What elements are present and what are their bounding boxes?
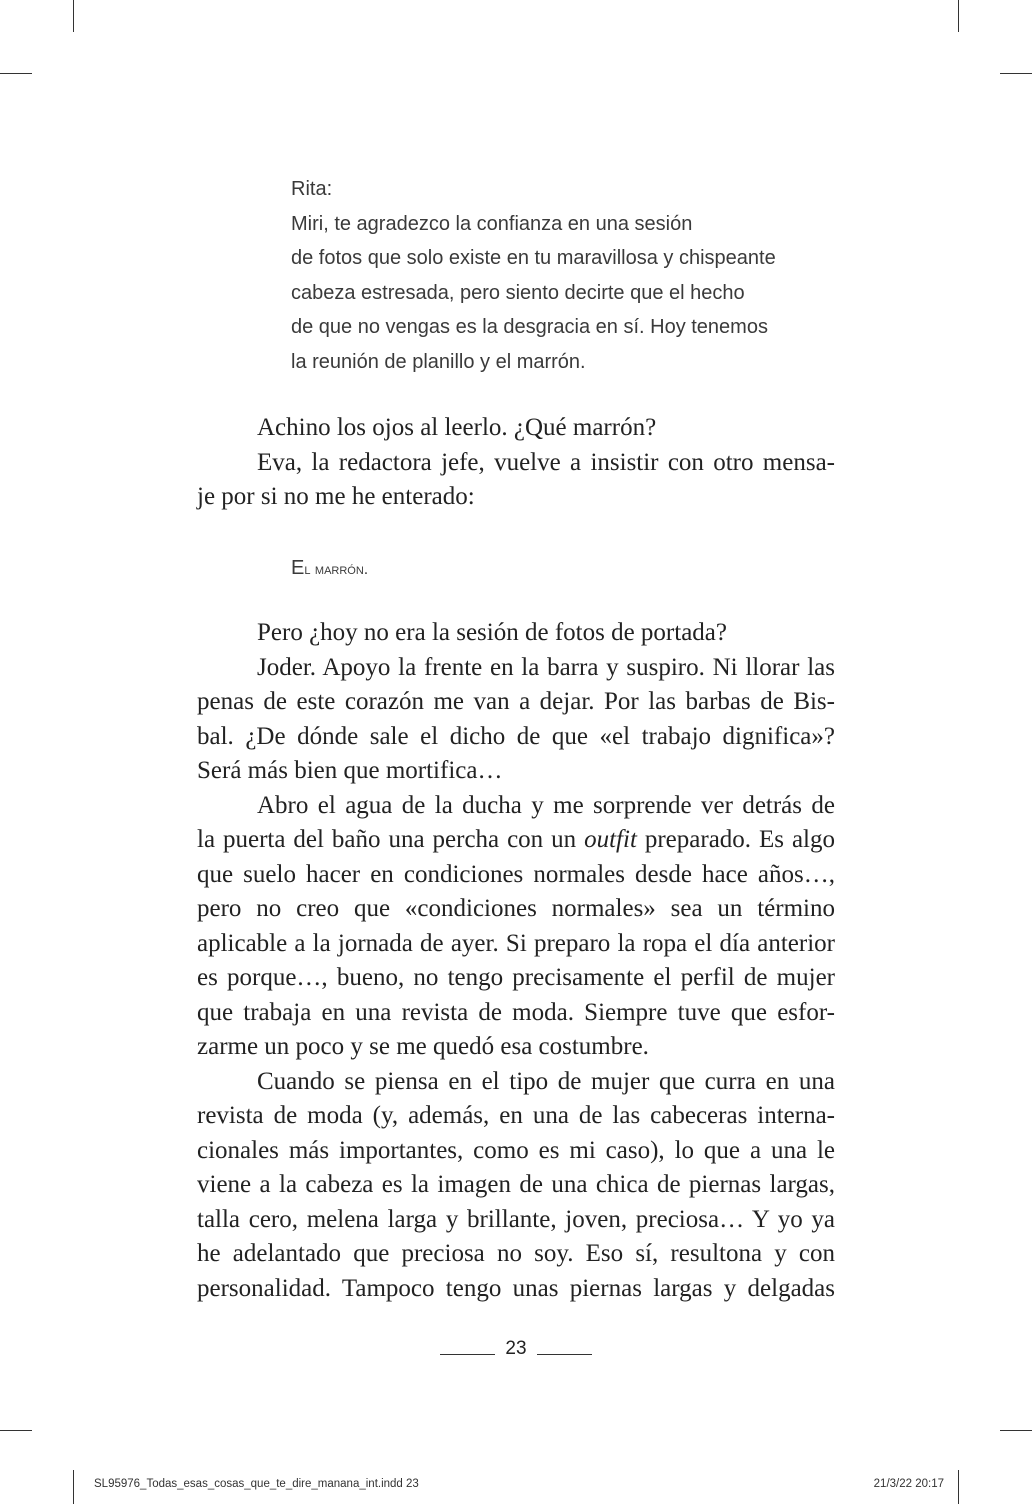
crop-mark-top-left-horizontal: [0, 73, 32, 74]
message-line: de que no vengas es la desgracia en sí. Hoy tenemos: [291, 316, 768, 338]
crop-mark-bottom-right-vertical: [958, 1470, 959, 1504]
body-line: talla cero, melena larga y brillante, joven, preciosa… Y yo ya: [197, 1205, 835, 1233]
message-line: Miri, te agradezco la confianza en una sesión: [291, 212, 693, 235]
body-line: la puerta del baño una percha con un outfit preparado. Es algo: [197, 826, 836, 853]
body-line: que suelo hacer en condiciones normales desde hace años…,: [197, 860, 835, 888]
body-line: pero no creo que «condiciones normales» sea un término: [197, 895, 835, 922]
message-text: l marrón.: [304, 561, 369, 578]
message-line: la reunión de planillo y el marrón.: [291, 350, 586, 373]
body-line: Será más bien que mortifica…: [197, 757, 503, 784]
crop-mark-bottom-left-horizontal: [0, 1430, 32, 1431]
body-line: personalidad. Tampoco tengo unas piernas largas y delgadas: [197, 1274, 835, 1302]
body-line: Eva, la redactora jefe, vuelve a insistir con otro mensa-: [257, 448, 835, 476]
body-line: Achino los ojos al leerlo. ¿Qué marrón?: [257, 414, 657, 441]
slug-filename: SL95976_Todas_esas_cosas_que_te_dire_manana_int.indd 23: [94, 1478, 419, 1490]
body-line: he adelantado que preciosa no soy. Eso sí, resultona y con: [197, 1240, 835, 1267]
body-line: zarme un poco y se me quedó esa costumbre.: [197, 1033, 649, 1060]
message-eva: [291, 551, 368, 587]
crop-mark-bottom-left-vertical: [73, 1470, 74, 1504]
slug-date: 21/3/22 20:17: [873, 1478, 944, 1490]
body-line: aplicable a la jornada de ayer. Si preparo la ropa el día anterior: [197, 929, 835, 957]
body-line: viene a la cabeza es la imagen de una chica de piernas largas,: [197, 1171, 835, 1198]
crop-mark-top-right-vertical: [958, 0, 959, 32]
folio-rule-right: [537, 1354, 592, 1355]
message-initial: E: [291, 557, 305, 579]
body-line: revista de moda (y, además, en una de las cabeceras interna-: [197, 1102, 835, 1129]
body-line: bal. ¿De dónde sale el dicho de que «el trabajo dignifica»?: [197, 722, 835, 750]
message-sender: Rita:: [291, 178, 333, 200]
body-line: Abro el agua de la ducha y me sorprende ver detrás de: [257, 791, 835, 819]
body-line: penas de este corazón me van a dejar. Por las barbas de Bis-: [197, 688, 835, 715]
body-line: cionales más importantes, como es mi caso), lo que a una le: [197, 1136, 835, 1164]
body-line: je por si no me he enterado:: [197, 483, 475, 510]
body-line: Joder. Apoyo la frente en la barra y suspiro. Ni llorar las: [257, 653, 835, 681]
message-line: de fotos que solo existe en tu maravillosa y chispeante: [291, 247, 776, 269]
body-line: que trabaja en una revista de moda. Siempre tuve que esfor-: [197, 998, 835, 1026]
page-number: [440, 1338, 592, 1360]
page-number-text: 23: [505, 1338, 527, 1359]
body-line: Pero ¿hoy no era la sesión de fotos de portada?: [257, 619, 727, 646]
message-rita: [291, 172, 776, 379]
folio-rule-left: [440, 1354, 495, 1355]
body-line: es porque…, bueno, no tengo precisamente el perfil de mujer: [197, 964, 835, 991]
crop-mark-bottom-right-horizontal: [1000, 1430, 1032, 1431]
body-paragraph-2: [197, 616, 835, 1306]
body-paragraph-1: [197, 411, 835, 515]
message-line: cabeza estresada, pero siento decirte que el hecho: [291, 281, 745, 304]
crop-mark-top-left-vertical: [73, 0, 74, 32]
crop-mark-top-right-horizontal: [1000, 73, 1032, 74]
body-line: Cuando se piensa en el tipo de mujer que curra en una: [257, 1067, 835, 1095]
